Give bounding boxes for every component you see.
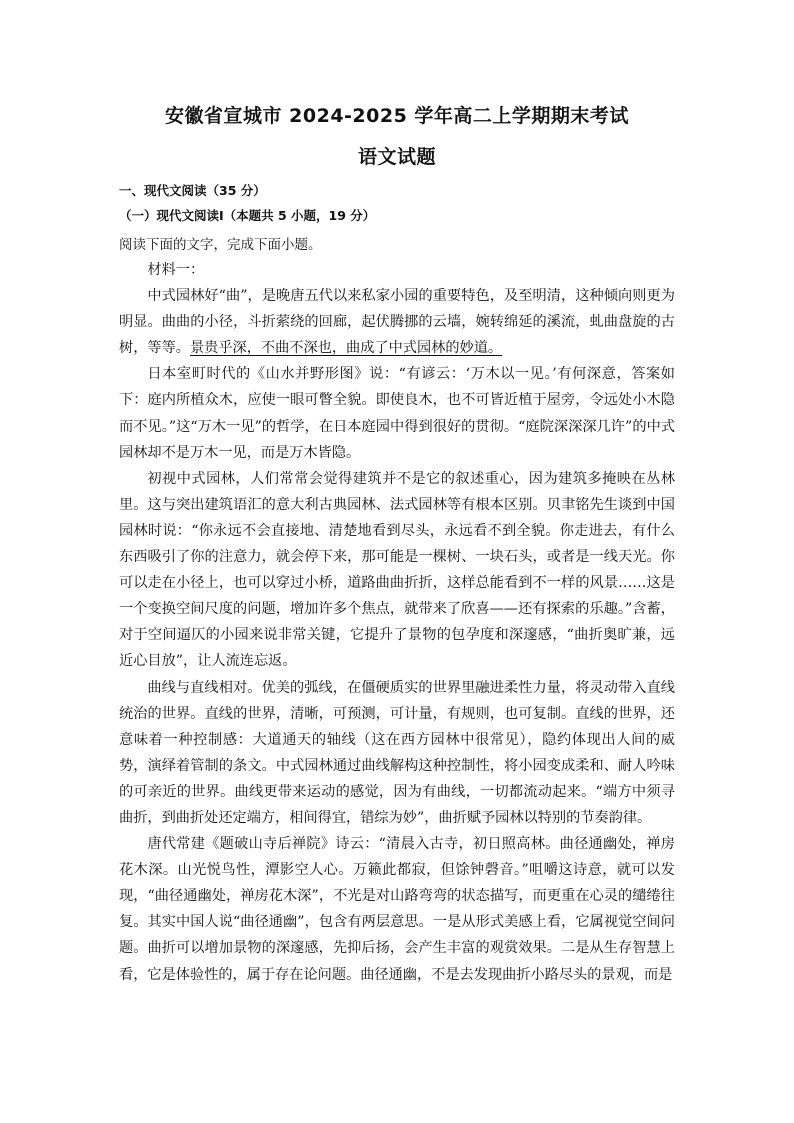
paragraph-3: 初视中式园林，人们常常会觉得建筑并不是它的叙述重心，因为建筑多掩映在丛林里。这与突出建筑语汇的意大利古典园林、法式园林等有根本区别。贝聿铭先生谈到中国园林时说：“你永远不会直接地、清楚地看到尽头，永远看不到全貌。你走进去，有什么东西吸引了你的注意力，就会停下来，那可能是一棵树、一块石头，或者是一线天光。你可以走在小径上，也可以穿过小桥，道路曲曲折折，这样总能看到不一样的风景……这是一个变换空间尺度的问题，增加许多个焦点，就带来了欣喜——还有探索的乐趣。”含蓄，对于空间逼仄的小园来说非常关键，它提升了景物的包孕度和深邃感，“曲折奥旷兼，远近心目放”，让人流连忘返。 xyxy=(119,470,675,670)
paragraph-1 xyxy=(119,283,675,361)
document-subtitle: 语文试题 xyxy=(357,146,436,168)
reading-passage xyxy=(119,257,675,988)
material-label: 材料一： xyxy=(147,262,205,278)
paragraph-2: 日本室町时代的《山水并野形图》说：“有谚云：‘万木以一见。’有何深意，答案如下：庭内所植众木，应使一眼可瞥全貌。即使良木，也不可皆近植于屋旁，令远处小木隐而不见。”这“万木一见”的哲学，在日本庭园中得到很好的贯彻。“庭院深深深几许”的中式园林却不是万木一见，而是万木皆隐。 xyxy=(119,366,675,461)
section-heading: 一、现代文阅读（35 分） xyxy=(119,183,266,198)
paragraph-1-text: 中式园林好“曲”，是晚唐五代以来私家小园的重要特色，及至明清，这种倾向则更为明显。曲曲的小径，斗折萦绕的回廊，起伏腾挪的云墙，婉转绵延的溪流，虬曲盘旋的古树，等等。 xyxy=(119,288,675,357)
reading-instruction: 阅读下面的文字，完成下面小题。 xyxy=(119,237,322,253)
paragraph-5: 唐代常建《题破山寺后禅院》诗云：“清晨入古寺，初日照高林。曲径通幽处，禅房花木深。山光悦鸟性，潭影空人心。万籁此都寂，但馀钟磬音。”咀嚼这诗意，就可以发现，“曲径通幽处，禅房花木深”，不光是对山路弯弯的状态描写，而更重在心灵的缱绻往复。其实中国人说“曲径通幽”，包含有两层意思。一是从形式美感上看，它属视觉空间问题。曲折可以增加景物的深邃感，先抑后扬，会产生丰富的观赏效果。二是从生存智慧上看，它是体验性的，属于存在论问题。曲径通幽，不是去发现曲折小路尽头的景观，而是 xyxy=(119,836,675,983)
document-title: 安徽省宣城市 2024-2025 学年高二上学期期末考试 xyxy=(165,105,629,127)
subsection-heading: （一）现代文阅读Ⅰ（本题共 5 小题，19 分） xyxy=(119,208,376,223)
underlined-sentence: 景贵乎深，不曲不深也，曲成了中式园林的妙道。 xyxy=(189,340,503,357)
paragraph-4: 曲线与直线相对。优美的弧线，在僵硬质实的世界里融进柔性力量，将灵动带入直线统治的世界。直线的世界，清晰，可预测，可计量，有规则，也可复制。直线的世界，还意味着一种控制感：大道通天的轴线（这在西方园林中很常见），隐约体现出人间的威势，演绎着管制的条文。中式园林通过曲线解构这种控制性，将小园变成柔和、耐人吟味的可亲近的世界。曲线更带来运动的感觉，因为有曲线，一切都流动起来。“端方中须寻曲折，到曲折处还定端方，相间得宜，错综为妙”，曲折赋予园林以特别的节奏韵律。 xyxy=(119,679,675,826)
